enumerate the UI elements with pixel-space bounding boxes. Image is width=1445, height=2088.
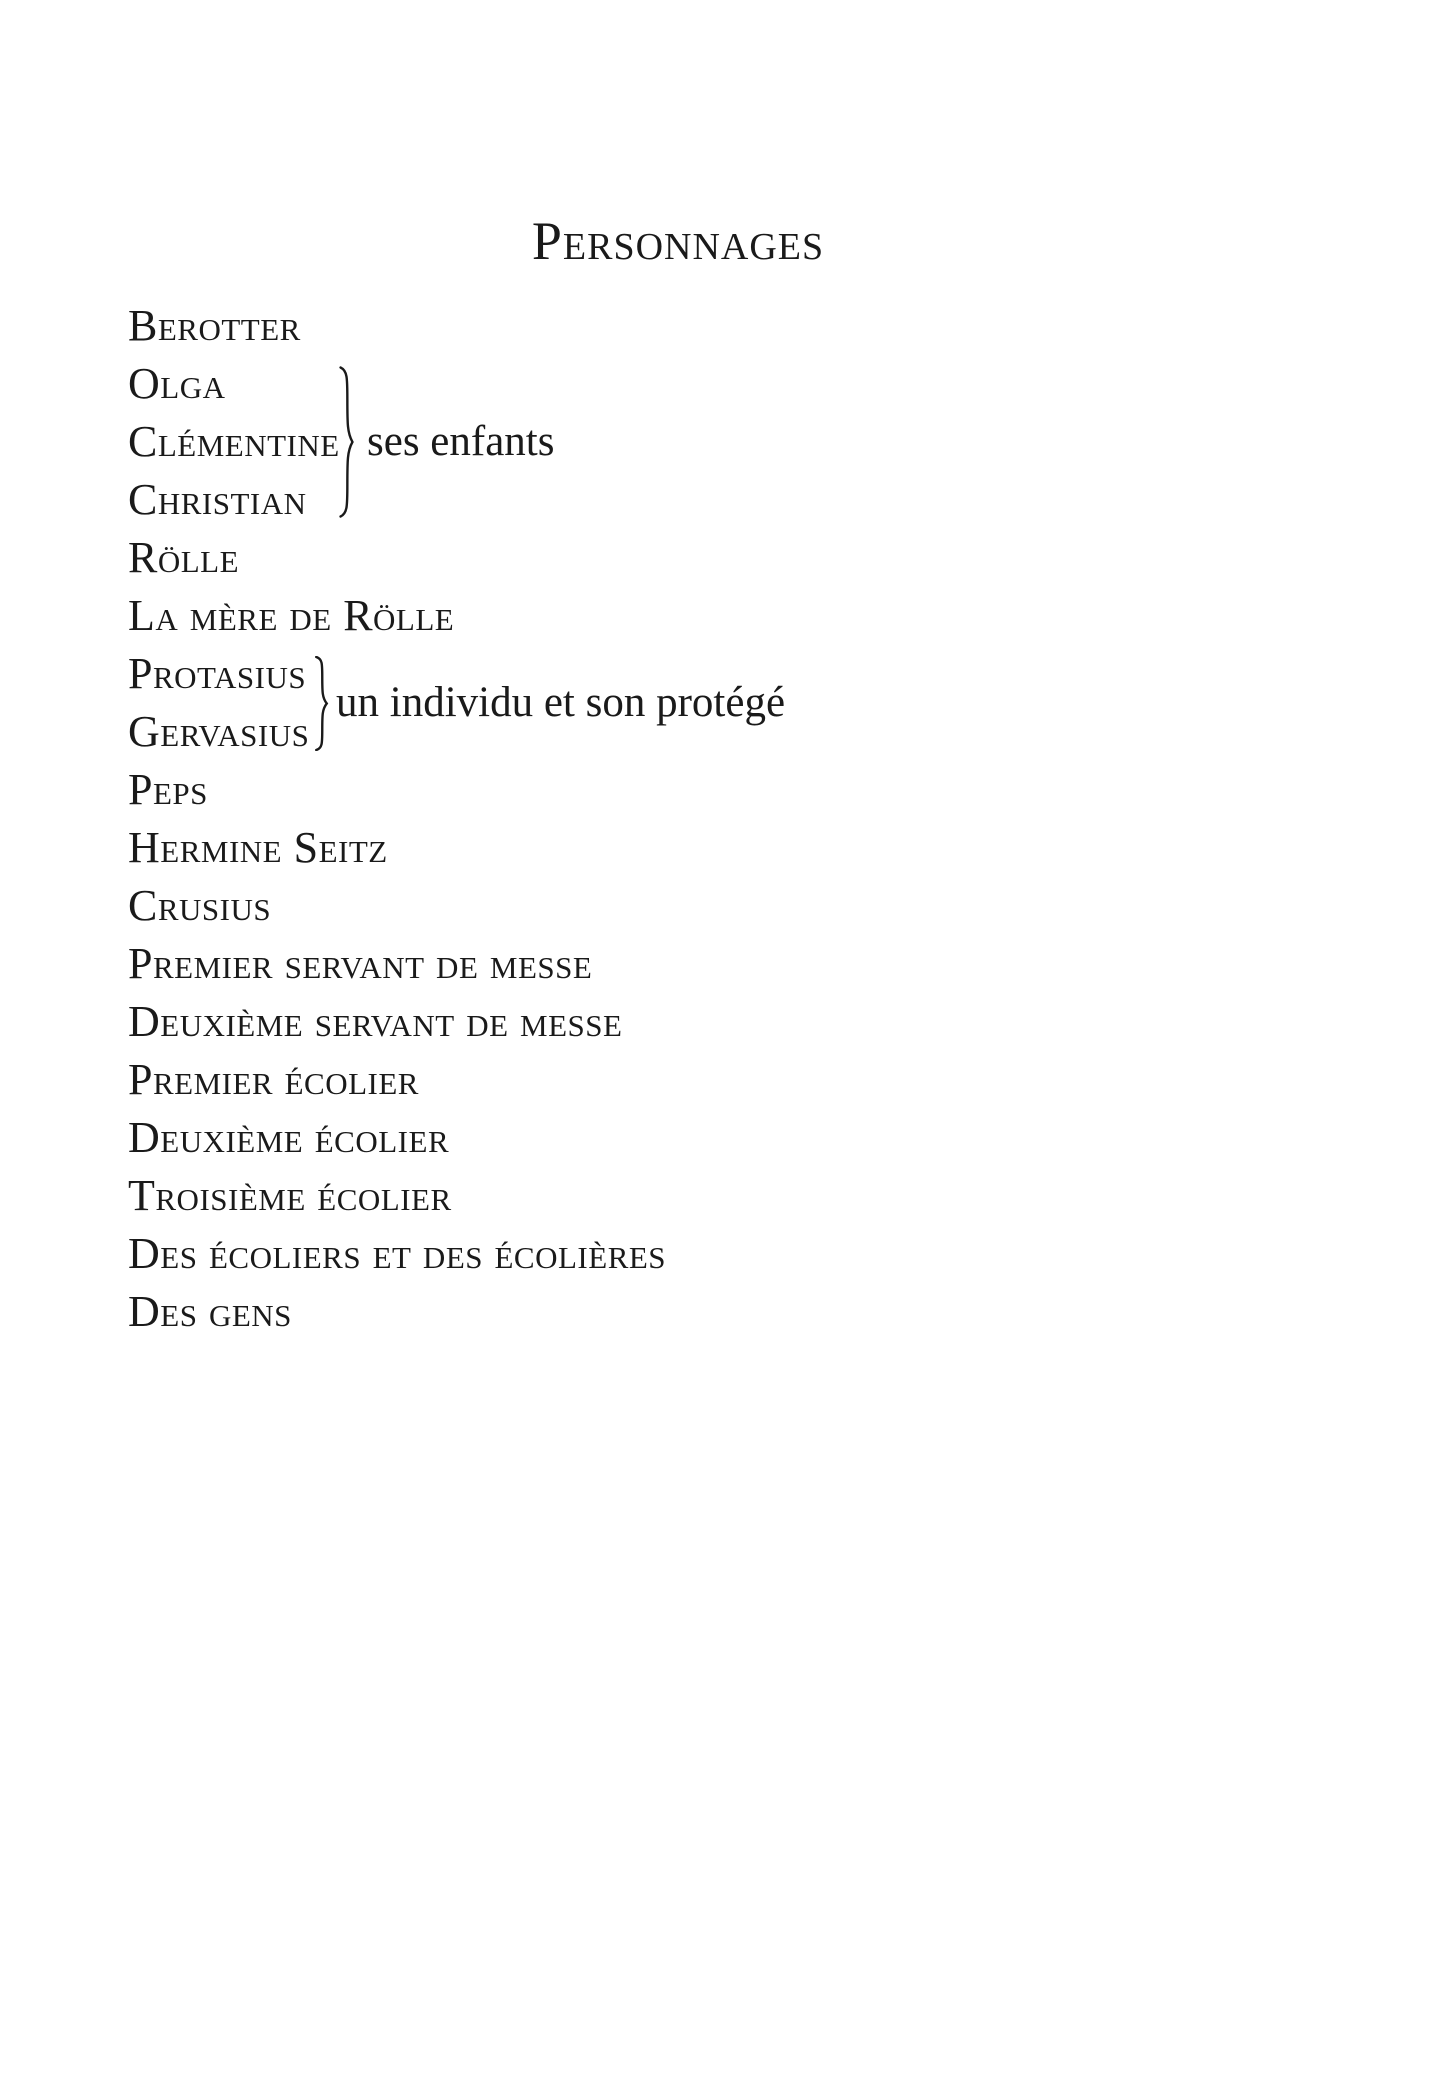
- duo-group-names: [128, 645, 314, 761]
- character-name-mere-de-rolle: La mère de Rölle: [128, 591, 455, 640]
- character-name-premier-servant: Premier servant de messe: [128, 939, 593, 988]
- character-name-rolle: Rölle: [128, 533, 240, 582]
- duo-group-label: un individu et son protégé: [336, 679, 786, 726]
- character-name-gervasius: Gervasius: [128, 707, 310, 756]
- character-name-troisieme-ecolier: Troisième écolier: [128, 1171, 452, 1220]
- character-name-protasius: Protasius: [128, 649, 307, 698]
- character-name-clementine: Clémentine: [128, 417, 340, 466]
- character-name-deuxieme-ecolier: Deuxième écolier: [128, 1113, 450, 1162]
- character-name-premier-ecolier: Premier écolier: [128, 1055, 419, 1104]
- character-name-des-gens: Des gens: [128, 1287, 292, 1336]
- children-group-names: [128, 355, 338, 529]
- page-title: Personnages: [531, 211, 825, 271]
- character-name-olga: Olga: [128, 359, 226, 408]
- duo-group: [128, 645, 1445, 761]
- children-group: [128, 355, 1445, 529]
- children-group-label: ses enfants: [367, 418, 555, 465]
- character-name-berotter: Berotter: [128, 301, 301, 350]
- right-brace-icon: [314, 656, 329, 751]
- character-name-des-ecoliers: Des écoliers et des écolières: [128, 1229, 667, 1278]
- right-brace-icon: [338, 366, 355, 518]
- character-name-peps: Peps: [128, 765, 208, 814]
- character-name-crusius: Crusius: [128, 881, 272, 930]
- character-list: [128, 297, 1445, 1341]
- character-name-christian: Christian: [128, 475, 307, 524]
- character-name-hermine-seitz: Hermine Seitz: [128, 823, 388, 872]
- character-name-deuxieme-servant: Deuxième servant de messe: [128, 997, 623, 1046]
